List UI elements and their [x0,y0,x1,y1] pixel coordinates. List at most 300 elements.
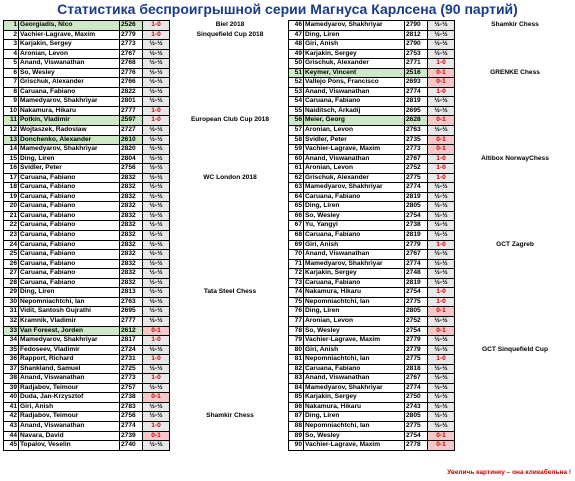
game-result: ½-½ [428,106,455,116]
opponent-name: Vachier-Lagrave, Maxim [304,441,405,451]
table-row [289,154,575,164]
event-name [170,336,291,346]
opponent-rating: 2727 [120,126,143,136]
event-name [455,231,575,241]
opponent-name: Mamedyarov, Shakhriyar [19,97,120,107]
event-name [455,412,575,422]
game-number: 67 [289,221,304,231]
opponent-rating: 2832 [120,173,143,183]
game-number: 65 [289,202,304,212]
event-name [170,269,291,279]
game-result: 0-1 [428,326,455,336]
event-name [170,355,291,365]
event-name [455,431,575,441]
opponent-name: Mamedyarov, Shakhriyar [304,183,405,193]
game-number: 47 [289,30,304,40]
opponent-name: Vachier-Lagrave, Maxim [304,145,405,155]
opponent-name: Caruana, Fabiano [19,259,120,269]
game-number: 38 [4,374,19,384]
event-name [170,383,291,393]
table-row [289,269,575,279]
table-row [289,307,575,317]
opponent-rating: 2754 [405,431,428,441]
table-row [4,221,291,231]
opponent-name: Nakamura, Hikaru [304,402,405,412]
game-number: 11 [4,116,19,126]
table-row [289,374,575,384]
game-result: ½-½ [143,126,170,136]
event-name [170,154,291,164]
game-result: 1-0 [428,297,455,307]
footer-note: Увеличь картинку – она кликабельна ! [447,469,571,476]
game-result: ½-½ [428,40,455,50]
opponent-name: Caruana, Fabiano [19,269,120,279]
event-name [455,336,575,346]
event-name [170,240,291,250]
game-result: 1-0 [428,164,455,174]
opponent-rating: 2779 [405,345,428,355]
game-result: 0-1 [428,145,455,155]
game-result: ½-½ [143,192,170,202]
event-name [170,135,291,145]
opponent-rating: 2812 [405,30,428,40]
game-number: 39 [4,383,19,393]
game-result: ½-½ [143,383,170,393]
game-number: 24 [4,240,19,250]
opponent-name: Nepomniachtchi, Ian [304,421,405,431]
table-row [4,374,291,384]
opponent-rating: 2832 [120,211,143,221]
event-name [455,250,575,260]
game-number: 50 [289,59,304,69]
table-row [4,240,291,250]
table-row [4,441,291,451]
game-number: 52 [289,78,304,88]
opponent-name: So, Wesley [304,211,405,221]
opponent-name: Svidler, Peter [19,164,120,174]
game-result: ½-½ [143,183,170,193]
opponent-name: So, Wesley [304,431,405,441]
game-number: 10 [4,106,19,116]
opponent-rating: 2775 [405,297,428,307]
opponent-name: Svidler, Peter [304,135,405,145]
game-result: ½-½ [143,49,170,59]
table-row [4,412,291,422]
game-result: ½-½ [428,336,455,346]
opponent-rating: 2775 [405,173,428,183]
table-row [289,231,575,241]
table-row [289,87,575,97]
game-number: 17 [4,173,19,183]
opponent-rating: 2516 [405,68,428,78]
page-title: Статистика беспроигрышной серии Магнуса Карлсена (90 партий) [57,1,518,17]
game-result: ½-½ [428,126,455,136]
opponent-name: Navara, David [19,431,120,441]
opponent-rating: 2612 [120,326,143,336]
game-result: ½-½ [143,316,170,326]
game-result: ½-½ [143,364,170,374]
table-row [289,135,575,145]
game-number: 73 [289,278,304,288]
table-row [289,78,575,88]
event-name [455,288,575,298]
game-result: ½-½ [143,221,170,231]
game-number: 51 [289,68,304,78]
table-row [4,259,291,269]
table-row [289,192,575,202]
opponent-name: Caruana, Fabiano [304,278,405,288]
opponent-name: Meier, Georg [304,116,405,126]
game-result: ½-½ [428,316,455,326]
game-result: ½-½ [143,297,170,307]
opponent-name: Radjabov, Teimour [19,383,120,393]
event-name [170,297,291,307]
game-number: 4 [4,49,19,59]
game-result: ½-½ [143,345,170,355]
event-name [455,30,575,40]
game-result: ½-½ [143,250,170,260]
opponent-name: Caruana, Fabiano [304,231,405,241]
game-result: 1-0 [428,154,455,164]
game-result: ½-½ [143,87,170,97]
game-number: 14 [4,145,19,155]
opponent-rating: 2817 [120,336,143,346]
game-number: 76 [289,307,304,317]
game-number: 43 [4,421,19,431]
table-row [289,393,575,403]
event-name [170,126,291,136]
game-result: ½-½ [143,231,170,241]
event-name [170,278,291,288]
game-result: 1-0 [428,355,455,365]
table-row [4,97,291,107]
opponent-rating: 2783 [120,402,143,412]
opponent-name: Caruana, Fabiano [19,278,120,288]
opponent-rating: 2832 [120,278,143,288]
opponent-name: Naiditsch, Arkadij [304,106,405,116]
table-row [4,202,291,212]
opponent-name: Caruana, Fabiano [19,173,120,183]
table-row [4,154,291,164]
game-number: 35 [4,345,19,355]
game-number: 30 [4,297,19,307]
event-name [455,173,575,183]
opponent-name: Mamedyarov, Shakhriyar [304,259,405,269]
opponent-rating: 2774 [120,421,143,431]
opponent-rating: 2779 [405,240,428,250]
opponent-name: Potkin, Vladimir [19,116,120,126]
event-name [455,269,575,279]
opponent-name: Caruana, Fabiano [304,364,405,374]
opponent-rating: 2819 [405,231,428,241]
opponent-rating: 2763 [120,297,143,307]
table-row [4,250,291,260]
event-name [455,374,575,384]
game-result: ½-½ [143,59,170,69]
opponent-rating: 2832 [120,192,143,202]
event-name [455,402,575,412]
event-name: WC London 2018 [170,173,291,183]
game-number: 62 [289,173,304,183]
game-result: ½-½ [428,21,455,31]
event-name [170,164,291,174]
game-number: 70 [289,250,304,260]
game-result: ½-½ [143,259,170,269]
game-number: 68 [289,231,304,241]
event-name [455,145,575,155]
game-result: ½-½ [143,307,170,317]
table-row [4,40,291,50]
opponent-name: Yu, Yangyi [304,221,405,231]
table-row [289,106,575,116]
table-row [4,116,291,126]
opponent-rating: 2748 [405,269,428,279]
opponent-name: Caruana, Fabiano [19,192,120,202]
opponent-name: Van Foreest, Jorden [19,326,120,336]
table-row [4,326,291,336]
event-name [455,202,575,212]
game-number: 61 [289,164,304,174]
event-name [170,364,291,374]
opponent-name: Anand, Viswanathan [19,421,120,431]
opponent-rating: 2743 [405,402,428,412]
opponent-name: Caruana, Fabiano [19,221,120,231]
table-row [4,402,291,412]
game-result: ½-½ [428,374,455,384]
opponent-rating: 2832 [120,221,143,231]
event-name [455,59,575,69]
game-result: ½-½ [428,269,455,279]
game-result: 0-1 [428,116,455,126]
table-row [4,78,291,88]
game-result: ½-½ [428,231,455,241]
opponent-rating: 2695 [405,106,428,116]
game-number: 8 [4,87,19,97]
event-name: Tata Steel Chess [170,288,291,298]
table-row [289,202,575,212]
opponent-rating: 2739 [120,431,143,441]
event-name [170,393,291,403]
event-name [455,364,575,374]
game-result: ½-½ [428,183,455,193]
table-row [4,211,291,221]
game-result: ½-½ [428,364,455,374]
opponent-name: Nakamura, Hikaru [304,288,405,298]
game-number: 90 [289,441,304,451]
opponent-name: Mamedyarov, Shakhriyar [304,21,405,31]
game-result: ½-½ [143,412,170,422]
table-row [4,355,291,365]
table-row [4,393,291,403]
opponent-rating: 2766 [120,78,143,88]
event-name [455,164,575,174]
table-row [289,126,575,136]
event-name: GRENKE Chess [455,68,575,78]
event-name [455,116,575,126]
game-result: ½-½ [428,393,455,403]
game-number: 22 [4,221,19,231]
opponent-rating: 2819 [405,278,428,288]
game-result: 0-1 [428,78,455,88]
game-result: ½-½ [143,164,170,174]
game-number: 48 [289,40,304,50]
opponent-rating: 2752 [405,316,428,326]
game-number: 42 [4,412,19,422]
table-row [289,240,575,250]
opponent-name: Caruana, Fabiano [19,240,120,250]
event-name [455,211,575,221]
opponent-name: Karjakin, Sergey [304,269,405,279]
event-name [455,259,575,269]
opponent-name: Giri, Anish [304,345,405,355]
game-number: 54 [289,97,304,107]
game-result: ½-½ [428,49,455,59]
game-result: ½-½ [143,97,170,107]
event-name [455,97,575,107]
opponent-rating: 2740 [120,441,143,451]
game-result: ½-½ [428,202,455,212]
table-row [4,336,291,346]
opponent-name: Caruana, Fabiano [304,97,405,107]
opponent-rating: 2767 [405,154,428,164]
table-row [289,326,575,336]
opponent-name: Anand, Viswanathan [19,374,120,384]
opponent-name: Topalov, Veselin [19,441,120,451]
opponent-rating: 2693 [405,78,428,88]
table-row [4,269,291,279]
event-name [170,211,291,221]
opponent-name: Caruana, Fabiano [19,87,120,97]
game-result: ½-½ [428,97,455,107]
game-number: 75 [289,297,304,307]
opponent-name: Mamedyarov, Shakhriyar [19,336,120,346]
game-number: 16 [4,164,19,174]
opponent-rating: 2610 [120,135,143,145]
opponent-name: Grischuk, Alexander [19,78,120,88]
game-result: ½-½ [428,412,455,422]
opponent-rating: 2832 [120,250,143,260]
opponent-name: Nepomniachtchi, Ian [19,297,120,307]
game-result: 1-0 [143,116,170,126]
table-row [289,288,575,298]
game-number: 5 [4,59,19,69]
game-number: 18 [4,183,19,193]
opponent-rating: 2738 [120,393,143,403]
table-row [4,126,291,136]
game-result: ½-½ [428,383,455,393]
opponent-name: Nakamura, Hikaru [19,106,120,116]
opponent-rating: 2754 [405,211,428,221]
opponent-rating: 2820 [120,145,143,155]
table-row [289,345,575,355]
opponent-rating: 2776 [120,68,143,78]
table-row [289,412,575,422]
table-row [289,316,575,326]
table-row [289,164,575,174]
table-row [4,21,291,31]
event-name [170,68,291,78]
opponent-rating: 2790 [405,21,428,31]
game-result: 1-0 [143,421,170,431]
event-name [455,383,575,393]
table-row [4,106,291,116]
opponent-name: Mamedyarov, Shakhriyar [304,383,405,393]
table-row [289,21,575,31]
table-row [289,259,575,269]
table-row [289,278,575,288]
event-name [170,231,291,241]
opponent-name: Vachier-Lagrave, Maxim [304,336,405,346]
event-name [170,221,291,231]
table-row [4,183,291,193]
table-row [4,278,291,288]
event-name [455,192,575,202]
event-name [170,250,291,260]
event-name [455,278,575,288]
game-number: 82 [289,364,304,374]
game-result: ½-½ [428,259,455,269]
table-row [289,402,575,412]
event-name: Biel 2018 [170,21,291,31]
table-row [289,145,575,155]
event-name [455,40,575,50]
opponent-rating: 2767 [120,49,143,59]
event-name [170,49,291,59]
game-number: 45 [4,441,19,451]
table-row [289,383,575,393]
game-number: 81 [289,355,304,365]
opponent-name: Karjakin, Sergey [19,40,120,50]
game-result: ½-½ [428,192,455,202]
opponent-rating: 2822 [120,87,143,97]
game-number: 41 [4,402,19,412]
opponent-rating: 2756 [120,164,143,174]
opponent-name: Kramnik, Vladimir [19,316,120,326]
game-number: 69 [289,240,304,250]
opponent-rating: 2777 [120,316,143,326]
opponent-rating: 2731 [120,355,143,365]
game-number: 72 [289,269,304,279]
game-number: 1 [4,21,19,31]
opponent-rating: 2756 [120,412,143,422]
opponent-rating: 2750 [405,393,428,403]
game-result: 0-1 [143,326,170,336]
game-result: 1-0 [428,173,455,183]
event-name: Shamkir Chess [455,21,575,31]
table-row [4,173,291,183]
game-number: 59 [289,145,304,155]
opponent-rating: 2779 [405,336,428,346]
game-number: 13 [4,135,19,145]
game-number: 46 [289,21,304,31]
table-row [289,336,575,346]
opponent-rating: 2768 [120,59,143,69]
game-result: ½-½ [428,278,455,288]
game-number: 58 [289,135,304,145]
opponent-name: Giri, Anish [304,40,405,50]
event-name [170,402,291,412]
opponent-name: Anand, Viswanathan [304,250,405,260]
game-result: 1-0 [143,355,170,365]
event-name [170,441,291,451]
game-result: ½-½ [428,250,455,260]
game-number: 64 [289,192,304,202]
opponent-rating: 2773 [120,40,143,50]
table-row [4,68,291,78]
opponent-rating: 2819 [405,97,428,107]
opponent-name: Anand, Viswanathan [19,59,120,69]
game-result: ½-½ [428,345,455,355]
